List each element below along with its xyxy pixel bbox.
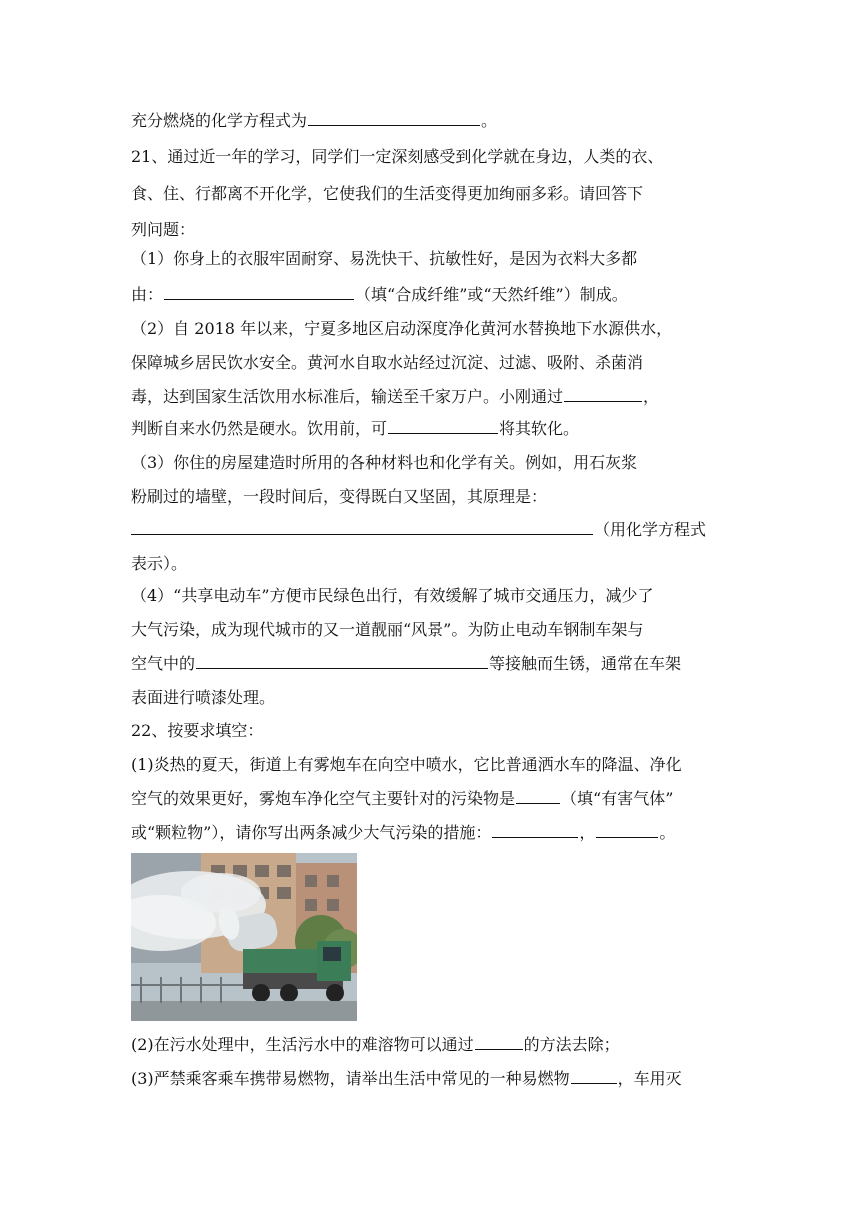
question-21-3: （3）你住的房屋建造时所用的各种材料也和化学有关。例如，用石灰浆 xyxy=(131,453,638,472)
answer-blank[interactable] xyxy=(492,819,578,838)
text-line: 食、住、行都离不开化学，它使我们的生活变得更加绚丽多彩。请回答下 xyxy=(131,184,644,203)
text-line: 列问题： xyxy=(131,220,196,239)
text-line: 表示）。 xyxy=(131,554,188,573)
text-line: 毒，达到国家生活饮用水标准后，输送至千家万户。小刚通过 ， xyxy=(131,380,731,414)
text-line: 由： （填“合成纤维”或“天然纤维”）制成。 xyxy=(131,278,731,312)
question-21-stem: 21、通过近一年的学习，同学们一定深刻感受到化学就在身边，人类的衣、 xyxy=(131,147,664,166)
answer-blank[interactable] xyxy=(196,650,488,669)
answer-blank[interactable] xyxy=(131,516,593,535)
question-22-1: (1)炎热的夏天，街道上有雾炮车在向空中喷水，它比普通洒水车的降温、净化 xyxy=(131,755,682,774)
text-line: 充分燃烧的化学方程式为 。 xyxy=(131,104,731,138)
text-line: 空气中的 等接触而生锈，通常在车架 xyxy=(131,647,731,681)
question-22-3: (3)严禁乘客乘车携带易燃物，请举出生活中常见的一种易燃物 ，车用灭 xyxy=(131,1062,731,1096)
answer-blank[interactable] xyxy=(164,281,354,300)
text-line: 空气的效果更好，雾炮车净化空气主要针对的污染物是 （填“有害气体” xyxy=(131,782,731,816)
answer-blank[interactable] xyxy=(388,415,498,434)
text-line: 判断自来水仍然是硬水。饮用前，可 将其软化。 xyxy=(131,412,731,446)
text-line: 大气污染，成为现代城市的又一道靓丽“风景”。为防止电动车钢制车架与 xyxy=(131,620,644,639)
question-22-2: (2)在污水处理中，生活污水中的难溶物可以通过 的方法去除； xyxy=(131,1028,731,1062)
answer-blank[interactable] xyxy=(564,383,642,402)
question-21-1: （1）你身上的衣服牢固耐穿、易洗快干、抗敏性好，是因为衣料大多都 xyxy=(131,249,638,268)
answer-blank[interactable] xyxy=(475,1031,523,1050)
answer-blank[interactable] xyxy=(308,107,480,126)
fog-cannon-truck-illustration xyxy=(131,853,357,1021)
text-line: 或“颗粒物”），请你写出两条减少大气污染的措施： ， 。 xyxy=(131,816,731,850)
text-line: （用化学方程式 xyxy=(131,513,731,547)
text-line: 表面进行喷漆处理。 xyxy=(131,688,276,707)
fog-cannon-truck-photo xyxy=(131,853,357,1021)
question-21-4: （4）“共享电动车”方便市民绿色出行，有效缓解了城市交通压力，减少了 xyxy=(131,586,654,605)
answer-blank[interactable] xyxy=(571,1065,617,1084)
answer-blank[interactable] xyxy=(516,785,560,804)
question-21-2: （2）自 2018 年以来，宁夏多地区启动深度净化黄河水替换地下水源供水， xyxy=(131,319,673,338)
answer-blank[interactable] xyxy=(596,819,658,838)
question-22-stem: 22、按要求填空： xyxy=(131,721,264,740)
text-line: 粉刷过的墙壁，一段时间后，变得既白又坚固，其原理是： xyxy=(131,487,548,506)
text-line: 保障城乡居民饮水安全。黄河水自取水站经过沉淀、过滤、吸附、杀菌消 xyxy=(131,353,644,372)
